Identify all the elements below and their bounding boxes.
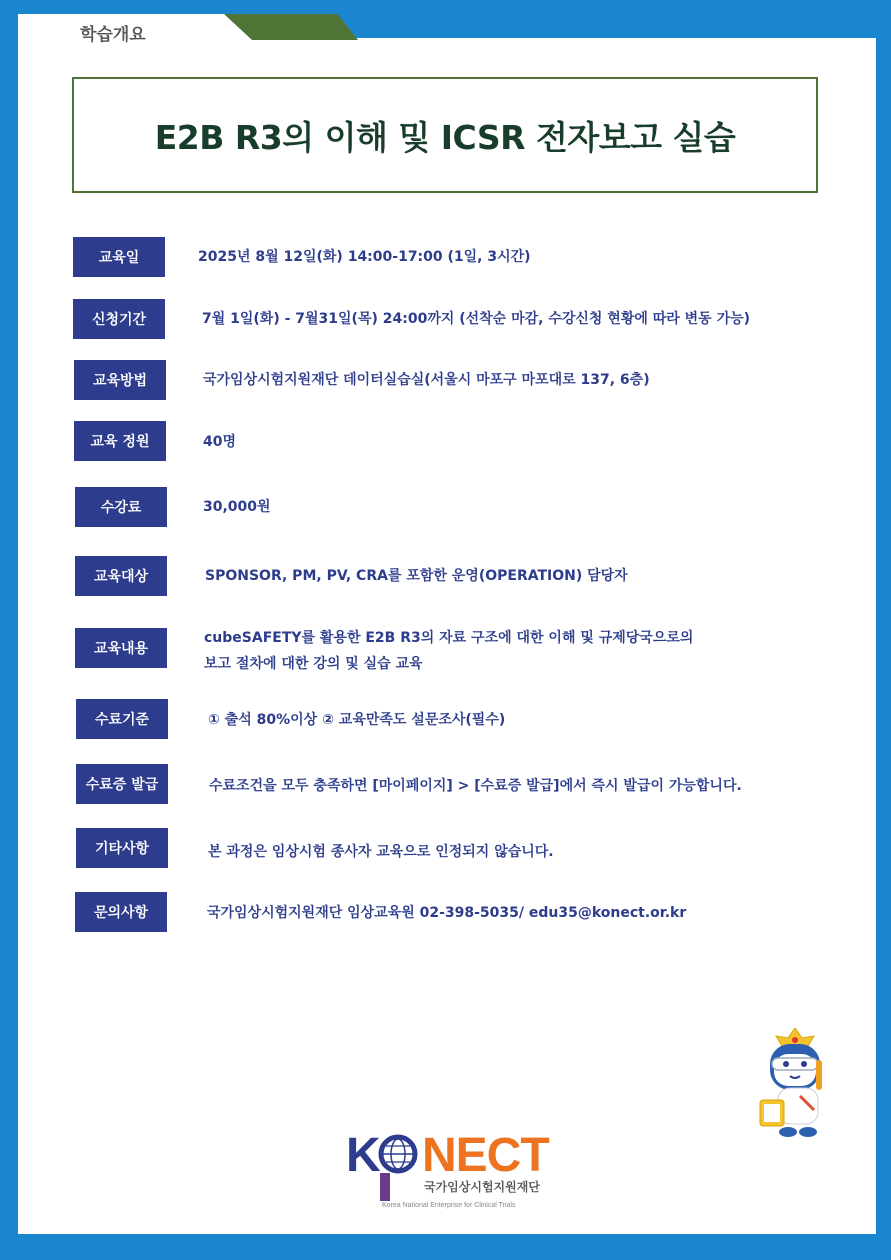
- header-tab-label: 학습개요: [80, 25, 146, 45]
- row-value: 7월 1일(화) - 7월31일(목) 24:00까지 (선착순 마감, 수강신청 현황에 따라 변동 가능): [202, 311, 751, 327]
- info-row-method: [0, 360, 891, 400]
- info-row-certificate: [0, 764, 891, 804]
- konect-logo: [346, 1128, 556, 1212]
- info-row-period: [0, 299, 891, 339]
- label-badge: 수강료: [75, 487, 167, 527]
- row-value-line2: 보고 절차에 대한 강의 및 실습 교육: [204, 656, 423, 672]
- logo-korean-name: 국가임상시험지원재단: [424, 1180, 540, 1194]
- info-row-content: [0, 628, 891, 672]
- logo-english-name: Korea National Enterprise for Clinical Trials: [382, 1202, 516, 1209]
- info-row-target: [0, 556, 891, 596]
- logo-letter-k: K: [346, 1129, 380, 1182]
- label-badge: 교육대상: [75, 556, 167, 596]
- info-row-contact: [0, 892, 891, 932]
- logo-bar: [380, 1173, 390, 1201]
- label-badge: 교육방법: [74, 360, 166, 400]
- row-value: 수료조건을 모두 충족하면 [마이페이지] > [수료증 발급]에서 즉시 발급이 가능합니다.: [209, 778, 742, 794]
- globe-icon: [378, 1134, 418, 1174]
- row-value: 국가임상시험지원재단 임상교육원 02-398-5035/ edu35@konect.or.kr: [207, 905, 687, 921]
- row-value: 2025년 8월 12일(화) 14:00-17:00 (1일, 3시간): [198, 249, 531, 265]
- page-title: E2B R3의 이해 및 ICSR 전자보고 실습: [154, 117, 736, 157]
- label-badge: 문의사항: [75, 892, 167, 932]
- label-badge: 교육 정원: [74, 421, 166, 461]
- row-value: 30,000원: [203, 499, 271, 515]
- logo-wordmark-nect: NECT: [422, 1129, 549, 1182]
- info-row-criteria: [0, 699, 891, 739]
- label-badge: 기타사항: [76, 828, 168, 868]
- info-row-capacity: [0, 421, 891, 461]
- info-row-fee: [0, 487, 891, 527]
- label-badge: 신청기간: [73, 299, 165, 339]
- label-badge: 교육내용: [75, 628, 167, 668]
- mascot-character-icon: [756, 1028, 834, 1146]
- label-badge: 수료기준: [76, 699, 168, 739]
- label-badge: 교육일: [73, 237, 165, 277]
- row-value: 본 과정은 임상시험 종사자 교육으로 인정되지 않습니다.: [208, 844, 554, 860]
- row-value: cubeSAFETY를 활용한 E2B R3의 자료 구조에 대한 이해 및 규제당국으로의: [204, 630, 694, 646]
- row-value: SPONSOR, PM, PV, CRA를 포함한 운영(OPERATION) 담당자: [205, 568, 628, 584]
- info-row-date: [0, 237, 891, 277]
- label-badge: 수료증 발급: [76, 764, 168, 804]
- info-row-other: [0, 828, 891, 868]
- title-box: [72, 77, 818, 193]
- row-value: 40명: [203, 434, 237, 450]
- row-value: 국가임상시험지원재단 데이터실습실(서울시 마포구 마포대로 137, 6층): [203, 372, 650, 388]
- row-value: ① 출석 80%이상 ② 교육만족도 설문조사(필수): [208, 712, 506, 728]
